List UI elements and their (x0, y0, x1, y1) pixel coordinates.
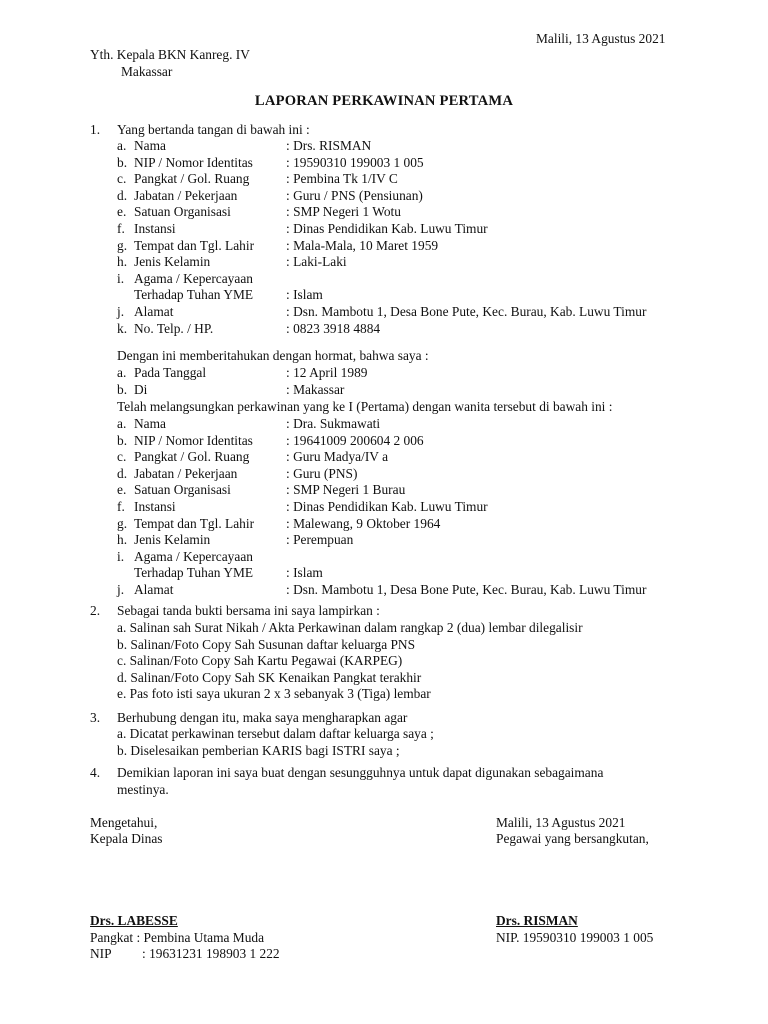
field-row (0, 171, 768, 188)
field-label: Jenis Kelamin (134, 254, 211, 270)
sig-right-line2: Pegawai yang bersangkutan, (496, 831, 649, 846)
field-row (0, 549, 768, 566)
field-value: : Makassar (286, 381, 345, 397)
attachment-item: d. Salinan/Foto Copy Sah SK Kenaikan Pangkat terakhir (117, 669, 422, 685)
field-row (0, 499, 768, 516)
field-value: : Islam (286, 565, 323, 581)
field-label: Alamat (134, 582, 174, 597)
field-row (0, 188, 768, 205)
field-letter: d. (117, 187, 128, 203)
field-row (0, 271, 768, 288)
field-row (0, 138, 768, 155)
field-letter: i. (117, 548, 125, 564)
field-label: Satuan Organisasi (134, 204, 231, 220)
field-label: Tempat dan Tgl. Lahir (134, 237, 255, 253)
field-label: Nama (134, 416, 166, 431)
sig-left-rank: Pangkat : Pembina Utama Muda (90, 930, 265, 945)
field-label: Jenis Kelamin (134, 532, 211, 548)
field-value: : SMP Negeri 1 Burau (286, 482, 406, 498)
field-letter: b. (117, 432, 128, 448)
field-label: Terhadap Tuhan YME (134, 565, 254, 581)
field-row (0, 365, 768, 382)
field-row (0, 416, 768, 433)
field-row (0, 466, 768, 483)
field-row (0, 482, 768, 499)
field-value: : Dinas Pendidikan Kab. Luwu Timur (286, 221, 488, 236)
field-label: Tempat dan Tgl. Lahir (134, 515, 255, 531)
document-title: LAPORAN PERKAWINAN PERTAMA (254, 93, 514, 109)
field-value: : Guru Madya/IV a (286, 449, 389, 465)
field-value: : Dsn. Mambotu 1, Desa Bone Pute, Kec. Burau, Kab. Luwu Timur (286, 304, 647, 319)
field-letter: k. (117, 320, 128, 336)
field-value: : 12 April 1989 (286, 365, 368, 380)
field-value: : Dinas Pendidikan Kab. Luwu Timur (286, 499, 488, 514)
field-row (0, 204, 768, 221)
field-row (0, 433, 768, 450)
field-label: Pangkat / Gol. Ruang (134, 449, 250, 465)
field-label: Agama / Kepercayaan (134, 270, 253, 286)
field-row (0, 321, 768, 338)
field-label: Agama / Kepercayaan (134, 548, 253, 564)
field-letter: g. (117, 237, 128, 253)
field-letter: f. (117, 221, 125, 236)
sig-left-name: Drs. LABESSE (90, 913, 178, 928)
field-letter: j. (117, 304, 125, 319)
field-row (0, 516, 768, 533)
field-row (0, 304, 768, 321)
section1-intro: Yang bertanda tangan di bawah ini : (117, 122, 310, 137)
field-value: : Guru / PNS (Pensiunan) (286, 187, 423, 203)
field-letter: h. (117, 254, 128, 270)
place-date: Malili, 13 Agustus 2021 (536, 31, 666, 46)
field-value: : Dra. Sukmawati (286, 416, 381, 431)
section2-intro: Sebagai tanda bukti bersama ini saya lampirkan : (117, 603, 380, 618)
recipient-line2: Makassar (121, 64, 173, 79)
field-letter: b. (117, 154, 128, 170)
notify-line: Dengan ini memberitahukan dengan hormat, bahwa saya : (117, 348, 429, 363)
field-letter: a. (117, 416, 127, 431)
field-value: : SMP Negeri 1 Wotu (286, 204, 401, 220)
married-line: Telah melangsungkan perkawinan yang ke I (Pertama) dengan wanita tersebut di bawah ini : (117, 399, 613, 414)
field-label: Jabatan / Pekerjaan (134, 465, 238, 481)
sig-left-line1: Mengetahui, (90, 815, 158, 830)
field-letter: i. (117, 270, 125, 286)
field-letter: d. (117, 465, 128, 481)
field-value: : Drs. RISMAN (286, 138, 372, 153)
field-row (0, 254, 768, 271)
sig-right-line1: Malili, 13 Agustus 2021 (496, 815, 626, 830)
field-letter: j. (117, 582, 125, 597)
field-row (0, 287, 768, 304)
field-row (0, 565, 768, 582)
closing-line2: mestinya. (117, 782, 169, 797)
closing-line1: Demikian laporan ini saya buat dengan sesungguhnya untuk dapat digunakan sebagaimana (117, 765, 604, 780)
field-letter: e. (117, 482, 127, 498)
section3-intro: Berhubung dengan itu, maka saya mengharapkan agar (117, 710, 408, 725)
field-row (0, 221, 768, 238)
sig-left-line2: Kepala Dinas (90, 831, 163, 846)
field-row (0, 238, 768, 255)
field-letter: h. (117, 532, 128, 548)
field-value: : Islam (286, 287, 323, 303)
field-row (0, 582, 768, 599)
field-letter: f. (117, 499, 125, 514)
field-label: Pada Tanggal (134, 365, 207, 380)
field-label: Alamat (134, 304, 174, 319)
field-value: : 0823 3918 4884 (286, 320, 381, 336)
field-letter: g. (117, 515, 128, 531)
field-label: Jabatan / Pekerjaan (134, 187, 238, 203)
field-value: : Guru (PNS) (286, 465, 358, 481)
field-label: Terhadap Tuhan YME (134, 287, 254, 303)
field-value: : Laki-Laki (286, 254, 347, 270)
request-item: a. Dicatat perkawinan tersebut dalam daftar keluarga saya ; (117, 726, 434, 741)
attachment-item: b. Salinan/Foto Copy Sah Susunan daftar keluarga PNS (117, 636, 416, 652)
field-value: : Mala-Mala, 10 Maret 1959 (286, 237, 439, 253)
field-label: Nama (134, 138, 166, 153)
field-value: : Pembina Tk 1/IV C (286, 171, 398, 187)
field-row (0, 382, 768, 399)
field-row (0, 532, 768, 549)
request-item: b. Diselesaikan pemberian KARIS bagi ISTRI saya ; (117, 742, 400, 758)
sig-right-name: Drs. RISMAN (496, 913, 578, 928)
field-value: : 19590310 199003 1 005 (286, 154, 424, 170)
sig-right-nip: NIP. 19590310 199003 1 005 (496, 930, 654, 945)
field-label: NIP / Nomor Identitas (134, 432, 253, 448)
sig-left-nip-value: : 19631231 198903 1 222 (142, 946, 280, 961)
field-label: Instansi (134, 499, 176, 514)
field-letter: c. (117, 449, 127, 465)
section1-number: 1. (90, 122, 101, 137)
field-letter: a. (117, 138, 127, 153)
attachment-item: c. Salinan/Foto Copy Sah Kartu Pegawai (KARPEG) (117, 653, 403, 669)
attachment-item: a. Salinan sah Surat Nikah / Akta Perkawinan dalam rangkap 2 (dua) lembar dilegalisir (117, 620, 583, 635)
field-letter: c. (117, 171, 127, 187)
field-letter: b. (117, 381, 128, 397)
recipient-line1: Yth. Kepala BKN Kanreg. IV (90, 47, 250, 62)
field-value: : Malewang, 9 Oktober 1964 (286, 515, 441, 531)
field-row (0, 155, 768, 172)
field-value: : Perempuan (286, 532, 354, 548)
section3-number: 3. (90, 710, 101, 725)
field-value: : 19641009 200604 2 006 (286, 432, 424, 448)
attachment-item: e. Pas foto isti saya ukuran 2 x 3 sebanyak 3 (Tiga) lembar (117, 686, 431, 702)
field-letter: e. (117, 204, 127, 220)
field-label: Di (134, 381, 148, 397)
field-value: : Dsn. Mambotu 1, Desa Bone Pute, Kec. Burau, Kab. Luwu Timur (286, 582, 647, 597)
field-label: Instansi (134, 221, 176, 236)
sig-left-nip-label: NIP (90, 946, 112, 961)
section2-number: 2. (90, 603, 101, 618)
field-label: No. Telp. / HP. (134, 320, 214, 336)
field-label: Satuan Organisasi (134, 482, 231, 498)
field-label: Pangkat / Gol. Ruang (134, 171, 250, 187)
field-row (0, 449, 768, 466)
field-letter: a. (117, 365, 127, 380)
section4-number: 4. (90, 765, 101, 780)
field-label: NIP / Nomor Identitas (134, 154, 253, 170)
